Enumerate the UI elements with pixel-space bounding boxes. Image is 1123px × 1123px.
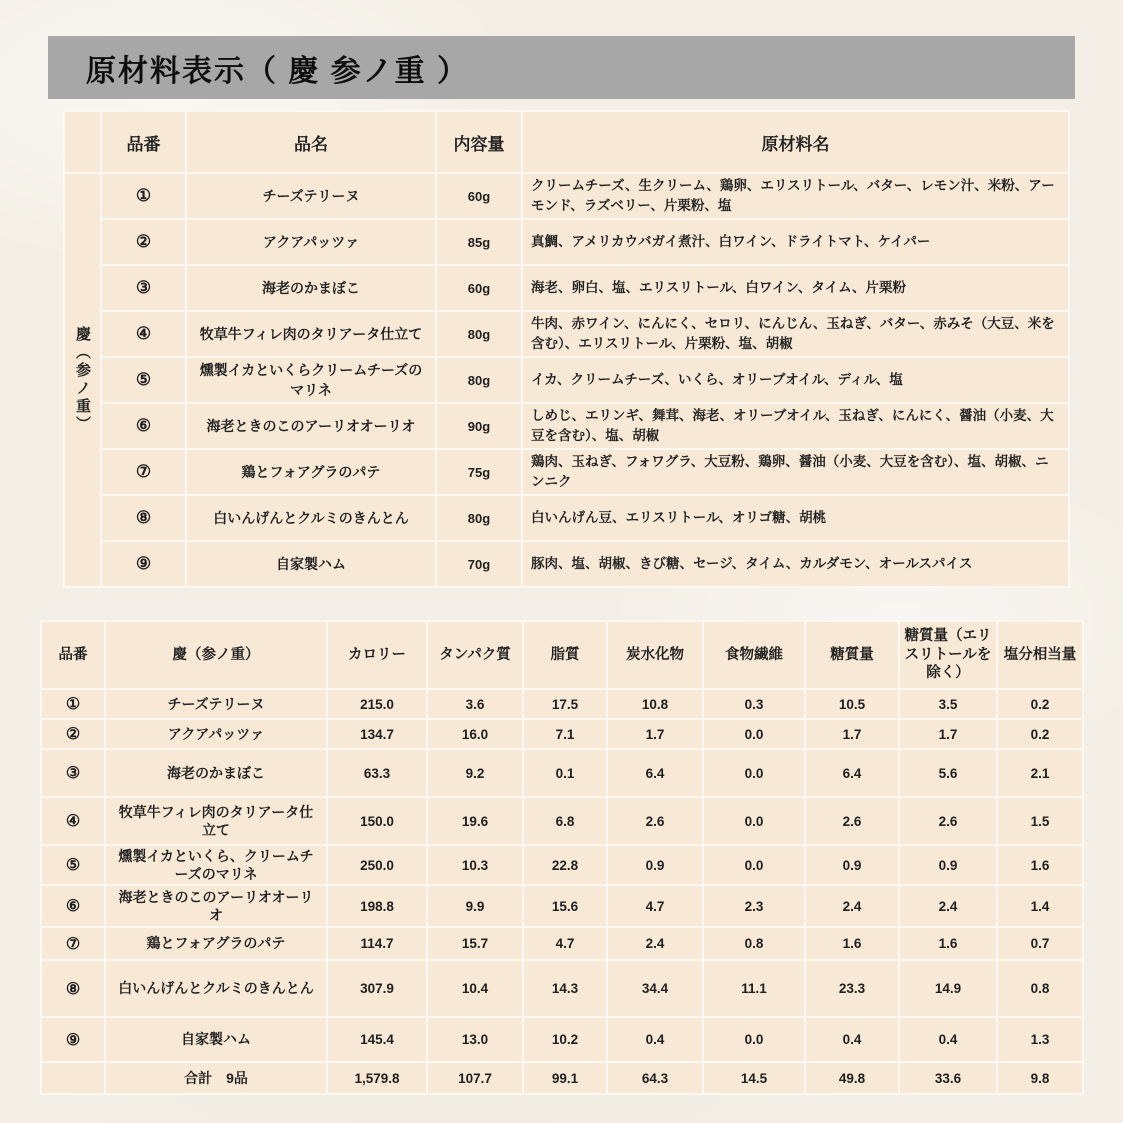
item-name-cell: 白いんげんとクルミのきんとん [186, 495, 436, 541]
nutrition-value-cell: 1.4 [997, 885, 1083, 927]
nutrition-value-cell: 11.1 [703, 960, 805, 1017]
nutrition-value-cell: 23.3 [805, 960, 899, 1017]
nutrition-value-cell: 1.6 [997, 845, 1083, 885]
ingredient-row [64, 541, 1069, 587]
nutrition-value-cell: 0.9 [899, 845, 997, 885]
nutrition-value-cell: 22.8 [523, 845, 607, 885]
ingredients-table [63, 110, 1070, 588]
nutrition-value-cell: 10.8 [607, 689, 703, 719]
col-header-item-name: 品名 [186, 111, 436, 173]
ingredients-cell: 白いんげん豆、エリスリトール、オリゴ糖、胡桃 [522, 495, 1069, 541]
nutrition-value-cell: 1.3 [997, 1017, 1083, 1062]
nutrition-value-cell: 6.4 [607, 749, 703, 797]
page-title: 原材料表示（ 慶 参ノ重 ） [86, 54, 470, 88]
total-value-cell: 14.5 [703, 1062, 805, 1094]
item-number-cell: ⑧ [101, 495, 186, 541]
total-value-cell: 64.3 [607, 1062, 703, 1094]
nutrition-value-cell: 1.6 [899, 927, 997, 960]
item-number-cell: ③ [101, 265, 186, 311]
ingredient-row [64, 403, 1069, 449]
total-value-cell: 9.8 [997, 1062, 1083, 1094]
nutrition-row [41, 885, 1083, 927]
title-bar [48, 36, 1075, 99]
nutrition-value-cell: 2.4 [805, 885, 899, 927]
nutrition-total-row [41, 1062, 1083, 1094]
nutrition-col-header: 慶（参ノ重） [105, 621, 327, 689]
nutrition-value-cell: 1.7 [805, 719, 899, 749]
item-name-cell: 海老ときのこのアーリオオーリオ [186, 403, 436, 449]
nutrition-value-cell: 0.7 [997, 927, 1083, 960]
nutrition-value-cell: 0.8 [997, 960, 1083, 1017]
item-name-cell: 海老のかまぼこ [186, 265, 436, 311]
item-name-cell: 牧草牛フィレ肉のタリアータ仕立て [186, 311, 436, 357]
nutrition-value-cell: 14.9 [899, 960, 997, 1017]
item-name-cell: 鶏とフォアグラのパテ [105, 927, 327, 960]
nutrition-col-header: 糖質量（エリスリトールを除く） [899, 621, 997, 689]
amount-cell: 60g [436, 265, 522, 311]
nutrition-value-cell: 2.6 [899, 797, 997, 845]
item-number-cell: ① [41, 689, 105, 719]
nutrition-value-cell: 16.0 [427, 719, 523, 749]
item-number-cell: ⑨ [101, 541, 186, 587]
ingredient-row [64, 311, 1069, 357]
ingredients-cell: イカ、クリームチーズ、いくら、オリーブオイル、ディル、塩 [522, 357, 1069, 403]
amount-cell: 80g [436, 495, 522, 541]
ingredients-cell: しめじ、エリンギ、舞茸、海老、オリーブオイル、玉ねぎ、にんにく、醤油（小麦、大豆を含む）、塩、胡椒 [522, 403, 1069, 449]
amount-cell: 85g [436, 219, 522, 265]
nutrition-value-cell: 4.7 [523, 927, 607, 960]
group-label: 慶（参ノ重） [64, 173, 101, 587]
nutrition-col-header: 品番 [41, 621, 105, 689]
amount-cell: 60g [436, 173, 522, 219]
ingredients-cell: 牛肉、赤ワイン、にんにく、セロリ、にんじん、玉ねぎ、バター、赤みそ（大豆、米を含む）、エリスリトール、片栗粉、塩、胡椒 [522, 311, 1069, 357]
group-header-cell [64, 111, 101, 173]
nutrition-row [41, 1017, 1083, 1062]
nutrition-row [41, 797, 1083, 845]
nutrition-value-cell: 14.3 [523, 960, 607, 1017]
nutrition-value-cell: 2.3 [703, 885, 805, 927]
nutrition-value-cell: 0.9 [805, 845, 899, 885]
item-name-cell: 燻製イカといくらクリームチーズのマリネ [186, 357, 436, 403]
amount-cell: 90g [436, 403, 522, 449]
nutrition-value-cell: 0.9 [607, 845, 703, 885]
ingredients-header-row [64, 111, 1069, 173]
nutrition-value-cell: 2.1 [997, 749, 1083, 797]
nutrition-value-cell: 2.6 [805, 797, 899, 845]
nutrition-row [41, 927, 1083, 960]
ingredient-row [64, 495, 1069, 541]
nutrition-value-cell: 6.4 [805, 749, 899, 797]
ingredient-row [64, 173, 1069, 219]
item-number-cell: ⑦ [41, 927, 105, 960]
col-header-item-number: 品番 [101, 111, 186, 173]
amount-cell: 80g [436, 357, 522, 403]
item-number-cell: ⑤ [101, 357, 186, 403]
nutrition-value-cell: 1.7 [607, 719, 703, 749]
nutrition-value-cell: 3.6 [427, 689, 523, 719]
item-number-cell: ⑨ [41, 1017, 105, 1062]
total-empty-cell [41, 1062, 105, 1094]
nutrition-row [41, 749, 1083, 797]
item-number-cell: ② [41, 719, 105, 749]
nutrition-value-cell: 15.7 [427, 927, 523, 960]
nutrition-value-cell: 250.0 [327, 845, 427, 885]
ingredient-row [64, 265, 1069, 311]
total-value-cell: 107.7 [427, 1062, 523, 1094]
amount-cell: 75g [436, 449, 522, 495]
item-number-cell: ⑦ [101, 449, 186, 495]
item-name-cell: アクアパッツァ [105, 719, 327, 749]
nutrition-col-header: 糖質量 [805, 621, 899, 689]
nutrition-table [40, 620, 1084, 1095]
item-number-cell: ④ [101, 311, 186, 357]
nutrition-col-header: 炭水化物 [607, 621, 703, 689]
nutrition-value-cell: 145.4 [327, 1017, 427, 1062]
nutrition-value-cell: 17.5 [523, 689, 607, 719]
nutrition-row [41, 845, 1083, 885]
nutrition-value-cell: 9.2 [427, 749, 523, 797]
nutrition-header-row [41, 621, 1083, 689]
ingredients-cell: 海老、卵白、塩、エリスリトール、白ワイン、タイム、片栗粉 [522, 265, 1069, 311]
nutrition-col-header: タンパク質 [427, 621, 523, 689]
nutrition-col-header: 脂質 [523, 621, 607, 689]
amount-cell: 80g [436, 311, 522, 357]
nutrition-value-cell: 10.4 [427, 960, 523, 1017]
nutrition-value-cell: 0.8 [703, 927, 805, 960]
nutrition-value-cell: 63.3 [327, 749, 427, 797]
item-name-cell: アクアパッツァ [186, 219, 436, 265]
item-number-cell: ⑥ [101, 403, 186, 449]
nutrition-value-cell: 0.0 [703, 749, 805, 797]
nutrition-value-cell: 13.0 [427, 1017, 523, 1062]
nutrition-value-cell: 1.6 [805, 927, 899, 960]
nutrition-value-cell: 1.7 [899, 719, 997, 749]
nutrition-value-cell: 0.4 [805, 1017, 899, 1062]
nutrition-value-cell: 10.2 [523, 1017, 607, 1062]
nutrition-value-cell: 3.5 [899, 689, 997, 719]
ingredients-cell: 鶏肉、玉ねぎ、フォワグラ、大豆粉、鶏卵、醤油（小麦、大豆を含む）、塩、胡椒、ニンニク [522, 449, 1069, 495]
amount-cell: 70g [436, 541, 522, 587]
item-number-cell: ② [101, 219, 186, 265]
nutrition-value-cell: 34.4 [607, 960, 703, 1017]
ingredient-row [64, 219, 1069, 265]
nutrition-value-cell: 9.9 [427, 885, 523, 927]
nutrition-value-cell: 114.7 [327, 927, 427, 960]
nutrition-value-cell: 0.2 [997, 719, 1083, 749]
nutrition-value-cell: 10.5 [805, 689, 899, 719]
ingredients-cell: 豚肉、塩、胡椒、きび糖、セージ、タイム、カルダモン、オールスパイス [522, 541, 1069, 587]
nutrition-col-header: 塩分相当量 [997, 621, 1083, 689]
nutrition-value-cell: 1.5 [997, 797, 1083, 845]
item-name-cell: 海老ときのこのアーリオオーリオ [105, 885, 327, 927]
nutrition-col-header: 食物繊維 [703, 621, 805, 689]
nutrition-value-cell: 150.0 [327, 797, 427, 845]
item-number-cell: ⑤ [41, 845, 105, 885]
item-name-cell: 自家製ハム [105, 1017, 327, 1062]
total-value-cell: 49.8 [805, 1062, 899, 1094]
nutrition-value-cell: 0.4 [899, 1017, 997, 1062]
nutrition-value-cell: 2.6 [607, 797, 703, 845]
nutrition-value-cell: 2.4 [607, 927, 703, 960]
ingredients-cell: 真鯛、アメリカウバガイ煮汁、白ワイン、ドライトマト、ケイパー [522, 219, 1069, 265]
item-name-cell: 牧草牛フィレ肉のタリアータ仕立て [105, 797, 327, 845]
item-name-cell: 白いんげんとクルミのきんとん [105, 960, 327, 1017]
nutrition-value-cell: 0.0 [703, 845, 805, 885]
nutrition-value-cell: 7.1 [523, 719, 607, 749]
nutrition-value-cell: 0.3 [703, 689, 805, 719]
item-number-cell: ⑧ [41, 960, 105, 1017]
item-number-cell: ① [101, 173, 186, 219]
nutrition-row [41, 960, 1083, 1017]
nutrition-value-cell: 134.7 [327, 719, 427, 749]
nutrition-value-cell: 4.7 [607, 885, 703, 927]
nutrition-value-cell: 0.1 [523, 749, 607, 797]
item-name-cell: チーズテリーヌ [186, 173, 436, 219]
col-header-ingredients: 原材料名 [522, 111, 1069, 173]
ingredients-cell: クリームチーズ、生クリーム、鶏卵、エリスリトール、バター、レモン汁、米粉、アーモンド、ラズベリー、片栗粉、塩 [522, 173, 1069, 219]
nutrition-value-cell: 0.0 [703, 1017, 805, 1062]
item-name-cell: チーズテリーヌ [105, 689, 327, 719]
ingredient-row [64, 357, 1069, 403]
total-value-cell: 33.6 [899, 1062, 997, 1094]
nutrition-value-cell: 307.9 [327, 960, 427, 1017]
nutrition-value-cell: 198.8 [327, 885, 427, 927]
item-name-cell: 海老のかまぼこ [105, 749, 327, 797]
item-number-cell: ④ [41, 797, 105, 845]
nutrition-value-cell: 6.8 [523, 797, 607, 845]
item-name-cell: 燻製イカといくら、クリームチーズのマリネ [105, 845, 327, 885]
item-name-cell: 自家製ハム [186, 541, 436, 587]
nutrition-value-cell: 5.6 [899, 749, 997, 797]
total-value-cell: 99.1 [523, 1062, 607, 1094]
nutrition-value-cell: 0.0 [703, 719, 805, 749]
nutrition-row [41, 719, 1083, 749]
item-number-cell: ⑥ [41, 885, 105, 927]
nutrition-value-cell: 215.0 [327, 689, 427, 719]
nutrition-value-cell: 2.4 [899, 885, 997, 927]
nutrition-row [41, 689, 1083, 719]
nutrition-value-cell: 0.0 [703, 797, 805, 845]
col-header-amount: 内容量 [436, 111, 522, 173]
nutrition-value-cell: 19.6 [427, 797, 523, 845]
nutrition-col-header: カロリー [327, 621, 427, 689]
item-number-cell: ③ [41, 749, 105, 797]
nutrition-value-cell: 0.4 [607, 1017, 703, 1062]
nutrition-value-cell: 10.3 [427, 845, 523, 885]
nutrition-value-cell: 0.2 [997, 689, 1083, 719]
ingredient-row [64, 449, 1069, 495]
item-name-cell: 鶏とフォアグラのパテ [186, 449, 436, 495]
total-label-cell: 合計 9品 [105, 1062, 327, 1094]
total-value-cell: 1,579.8 [327, 1062, 427, 1094]
nutrition-value-cell: 15.6 [523, 885, 607, 927]
